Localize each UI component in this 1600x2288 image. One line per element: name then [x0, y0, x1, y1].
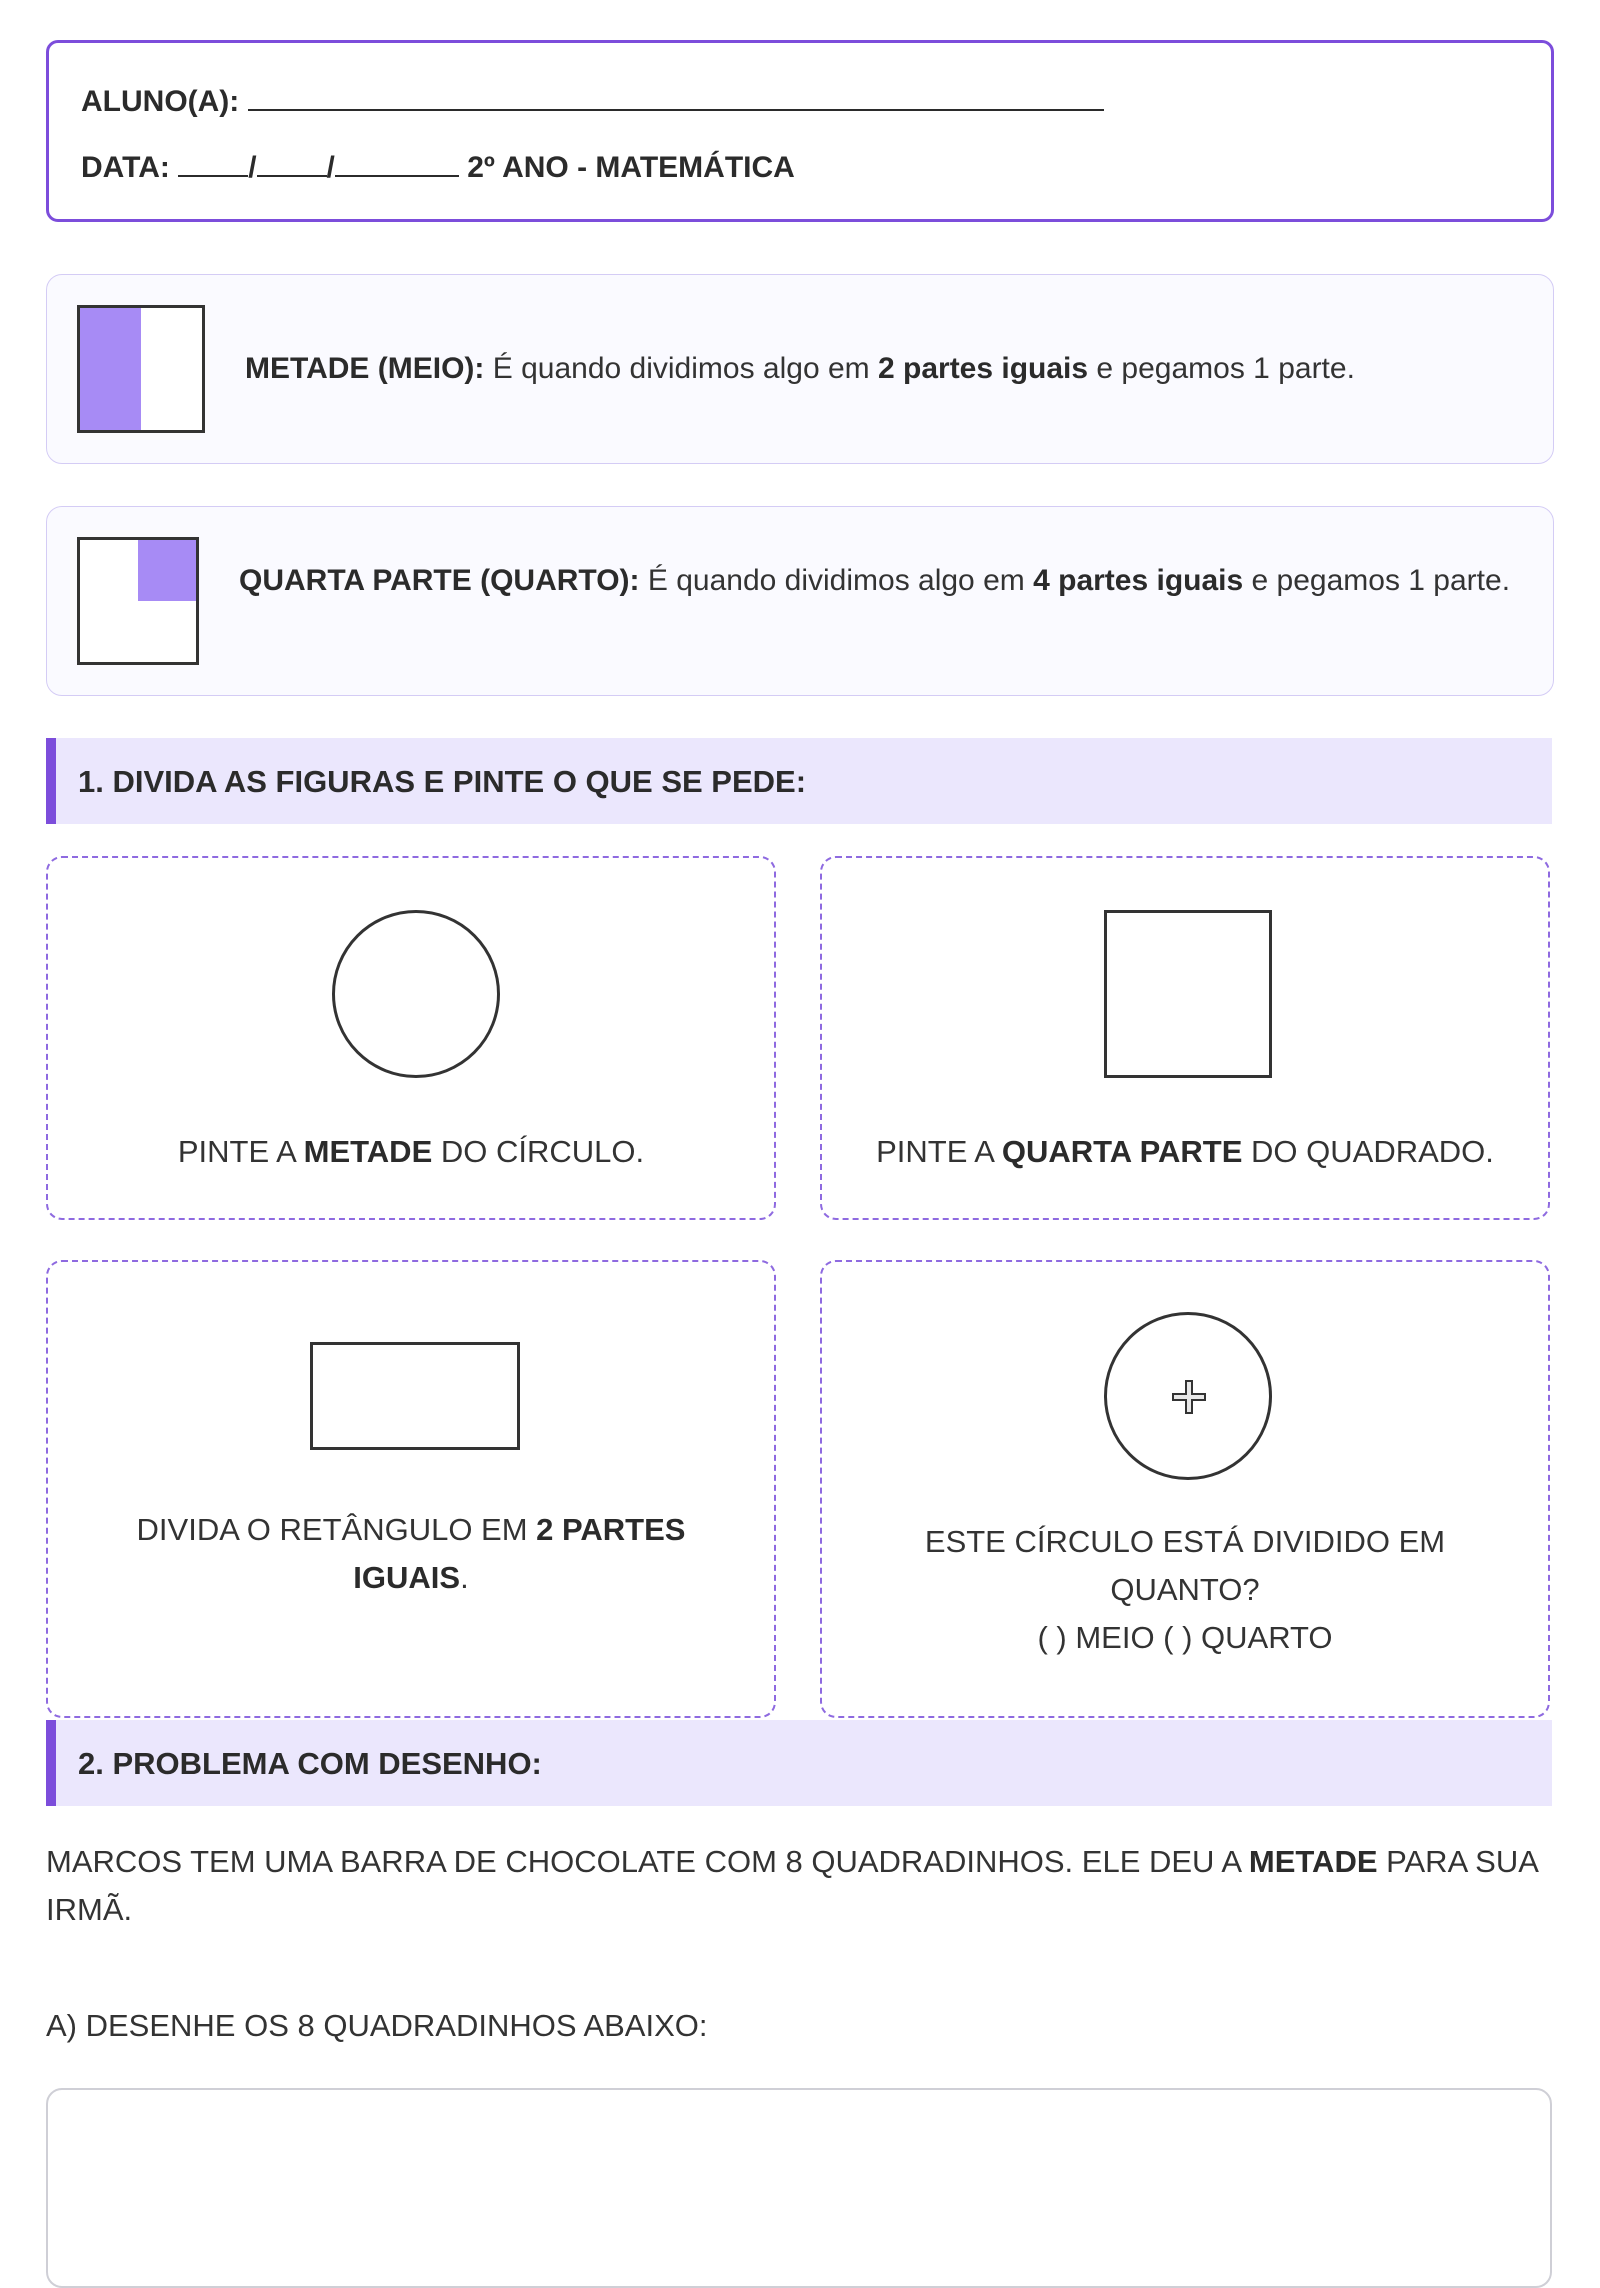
circle-shape[interactable] — [332, 910, 500, 1078]
definition-half-text — [245, 345, 1525, 393]
definition-text: É quando dividimos algo em — [639, 564, 1034, 597]
caption-text: DIVIDA O RETÂNGULO EM — [136, 1512, 537, 1547]
exercise-card-rectangle — [46, 1260, 776, 1718]
quarter-shaded-square-icon — [77, 537, 199, 665]
caption-text: DO CÍRCULO. — [432, 1134, 645, 1169]
exercise-caption — [78, 1128, 744, 1176]
caption-emphasis: 2 PARTES IGUAIS — [353, 1512, 686, 1595]
student-name-field[interactable] — [248, 83, 1104, 111]
section-1-title: 1. DIVIDA AS FIGURAS E PINTE O QUE SE PEDE: — [78, 764, 807, 799]
exercise-card-square-quarter — [820, 856, 1550, 1220]
section-2-title: 2. PROBLEMA COM DESENHO: — [78, 1746, 542, 1781]
date-day-field[interactable] — [178, 149, 248, 177]
half-fill — [80, 308, 141, 430]
definition-term: METADE (MEIO): — [245, 352, 485, 385]
caption-text: PINTE A — [876, 1134, 1002, 1169]
section-1-header — [46, 738, 1552, 824]
date-month-field[interactable] — [257, 149, 327, 177]
square-shape[interactable] — [1104, 910, 1272, 1078]
question-a: A) DESENHE OS 8 QUADRADINHOS ABAIXO: — [46, 2008, 708, 2043]
problem-text: PARA SUA IRMÃ. — [46, 1844, 1538, 1927]
definition-text: e pegamos 1 parte. — [1088, 352, 1355, 385]
caption-text: . — [460, 1560, 469, 1595]
drawing-area[interactable] — [46, 2088, 1552, 2288]
date-separator: / — [248, 151, 257, 184]
circle-shape — [1104, 1312, 1272, 1480]
problem-text: MARCOS TEM UMA BARRA DE CHOCOLATE COM 8 QUADRADINHOS. ELE DEU A — [46, 1844, 1249, 1879]
half-shaded-square-icon — [77, 305, 205, 433]
caption-text: DO QUADRADO. — [1242, 1134, 1494, 1169]
problem-emphasis: METADE — [1248, 1844, 1378, 1879]
grade-subject: 2º ANO - MATEMÁTICA — [467, 151, 795, 184]
problem-statement — [46, 1838, 1552, 1934]
caption-text: PINTE A — [177, 1134, 304, 1169]
question-text: ESTE CÍRCULO ESTÁ DIVIDIDO EM QUANTO? — [924, 1524, 1446, 1607]
date-label: DATA: — [81, 151, 170, 184]
definition-emphasis: 2 partes iguais — [877, 352, 1089, 385]
definition-emphasis: 4 partes iguais — [1033, 564, 1244, 597]
definition-quarter-box — [46, 506, 1554, 696]
exercise-card-circle-question — [820, 1260, 1550, 1718]
definition-text: e pegamos 1 parte. — [1243, 564, 1511, 597]
exercise-caption — [78, 1506, 744, 1602]
date-separator: / — [326, 151, 335, 184]
exercise-caption — [852, 1518, 1518, 1662]
definition-quarter-text — [239, 557, 1519, 605]
answer-options[interactable]: ( ) MEIO ( ) QUARTO — [1037, 1620, 1333, 1655]
crosshair-icon — [1171, 1379, 1207, 1415]
date-line — [81, 149, 795, 185]
exercise-caption — [852, 1128, 1518, 1176]
student-info-box — [46, 40, 1554, 222]
section-2-header — [46, 1720, 1552, 1806]
student-label: ALUNO(A): — [81, 85, 240, 118]
caption-emphasis: METADE — [303, 1134, 433, 1169]
definition-half-box — [46, 274, 1554, 464]
definition-text: É quando dividimos algo em — [484, 352, 878, 385]
exercise-card-circle-half — [46, 856, 776, 1220]
date-year-field[interactable] — [335, 149, 459, 177]
quarter-fill — [138, 540, 196, 601]
student-name-line — [81, 83, 1104, 119]
rectangle-shape[interactable] — [310, 1342, 520, 1450]
definition-term: QUARTA PARTE (QUARTO): — [239, 564, 640, 597]
caption-emphasis: QUARTA PARTE — [1001, 1134, 1243, 1169]
